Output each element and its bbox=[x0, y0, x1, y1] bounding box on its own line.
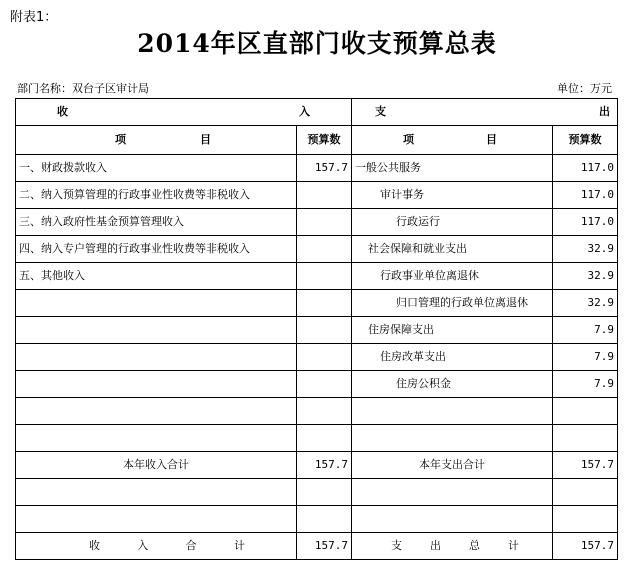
grand-expense-char: 出 bbox=[430, 539, 441, 552]
expense-item: 住房保障支出 bbox=[352, 317, 553, 344]
income-item-header bbox=[16, 126, 297, 155]
expense-value bbox=[553, 425, 618, 452]
year-expense-total-value: 157.7 bbox=[553, 452, 618, 479]
table-row bbox=[16, 209, 618, 236]
income-item: 三、纳入政府性基金预算管理收入 bbox=[16, 209, 297, 236]
expense-item bbox=[352, 398, 553, 425]
expense-value: 117.0 bbox=[553, 209, 618, 236]
income-item bbox=[16, 371, 297, 398]
table-row bbox=[16, 290, 618, 317]
grand-expense-char: 总 bbox=[469, 539, 480, 552]
income-value bbox=[297, 182, 352, 209]
grand-total-row bbox=[16, 533, 618, 560]
income-item bbox=[16, 317, 297, 344]
table-row bbox=[16, 344, 618, 371]
year-total-row bbox=[16, 452, 618, 479]
income-value bbox=[297, 263, 352, 290]
income-value: 157.7 bbox=[297, 155, 352, 182]
expense-item: 审计事务 bbox=[352, 182, 553, 209]
table-row bbox=[16, 263, 618, 290]
expense-item: 行政事业单位离退休 bbox=[352, 263, 553, 290]
empty-cell bbox=[352, 506, 553, 533]
expense-value: 117.0 bbox=[553, 155, 618, 182]
expense-item-header bbox=[352, 126, 553, 155]
income-item bbox=[16, 344, 297, 371]
empty-cell bbox=[297, 479, 352, 506]
income-value bbox=[297, 209, 352, 236]
expense-value bbox=[553, 398, 618, 425]
expense-header-left: 支 bbox=[375, 105, 386, 118]
unit-label: 单位：万元 bbox=[557, 82, 612, 95]
empty-cell bbox=[352, 479, 553, 506]
header-row-section bbox=[16, 99, 618, 126]
table-row bbox=[16, 182, 618, 209]
grand-income-char: 收 bbox=[89, 539, 100, 552]
attachment-label: 附表1： bbox=[10, 10, 58, 25]
income-value bbox=[297, 398, 352, 425]
empty-cell bbox=[553, 479, 618, 506]
grand-income-char: 合 bbox=[185, 539, 197, 552]
income-header-left: 收 bbox=[57, 105, 68, 118]
table-row bbox=[16, 371, 618, 398]
income-value bbox=[297, 344, 352, 371]
income-value bbox=[297, 425, 352, 452]
table-row bbox=[16, 398, 618, 425]
expense-value: 32.9 bbox=[553, 236, 618, 263]
table-row bbox=[16, 236, 618, 263]
grand-expense-char: 支 bbox=[391, 539, 402, 552]
expense-value: 32.9 bbox=[553, 263, 618, 290]
expense-item bbox=[352, 425, 553, 452]
expense-header-right: 出 bbox=[599, 105, 610, 118]
expense-item: 行政运行 bbox=[352, 209, 553, 236]
expense-value: 117.0 bbox=[553, 182, 618, 209]
table-row bbox=[16, 506, 618, 533]
expense-item: 住房公积金 bbox=[352, 371, 553, 398]
income-budget-header: 预算数 bbox=[297, 126, 352, 155]
table-row bbox=[16, 425, 618, 452]
income-item bbox=[16, 290, 297, 317]
empty-cell bbox=[16, 506, 297, 533]
expense-value: 7.9 bbox=[553, 317, 618, 344]
income-value bbox=[297, 236, 352, 263]
income-value bbox=[297, 371, 352, 398]
income-item bbox=[16, 398, 297, 425]
income-item: 一、财政拨款收入 bbox=[16, 155, 297, 182]
year-expense-total-label: 本年支出合计 bbox=[352, 452, 553, 479]
expense-value: 32.9 bbox=[553, 290, 618, 317]
table-row bbox=[16, 317, 618, 344]
grand-income-total-value: 157.7 bbox=[297, 533, 352, 560]
grand-expense-char: 计 bbox=[508, 539, 519, 552]
table-row bbox=[16, 479, 618, 506]
income-section-header bbox=[16, 99, 352, 126]
grand-income-char: 计 bbox=[233, 539, 245, 552]
item-header-right: 目 bbox=[200, 133, 211, 146]
year-income-total-label: 本年收入合计 bbox=[16, 452, 297, 479]
expense-value: 7.9 bbox=[553, 344, 618, 371]
grand-income-total-label bbox=[16, 533, 297, 560]
income-value bbox=[297, 290, 352, 317]
page-title: 2014年区直部门收支预算总表 bbox=[137, 29, 497, 58]
empty-cell bbox=[16, 479, 297, 506]
expense-item: 社会保障和就业支出 bbox=[352, 236, 553, 263]
header-row-columns bbox=[16, 126, 618, 155]
expense-value: 7.9 bbox=[553, 371, 618, 398]
income-item bbox=[16, 425, 297, 452]
item-header-left: 项 bbox=[115, 133, 126, 146]
item2-header-right: 目 bbox=[486, 133, 497, 146]
grand-expense-total-label bbox=[352, 533, 553, 560]
income-item: 四、纳入专户管理的行政事业性收费等非税收入 bbox=[16, 236, 297, 263]
empty-cell bbox=[297, 506, 352, 533]
expense-section-header bbox=[352, 99, 618, 126]
year-income-total-value: 157.7 bbox=[297, 452, 352, 479]
income-value bbox=[297, 317, 352, 344]
expense-item: 住房改革支出 bbox=[352, 344, 553, 371]
income-item: 二、纳入预算管理的行政事业性收费等非税收入 bbox=[16, 182, 297, 209]
expense-item: 一般公共服务 bbox=[352, 155, 553, 182]
grand-income-char: 入 bbox=[137, 539, 149, 552]
department-name: 部门名称：双台子区审计局 bbox=[17, 82, 149, 95]
item2-header-left: 项 bbox=[403, 133, 414, 146]
grand-expense-total-value: 157.7 bbox=[553, 533, 618, 560]
expense-budget-header: 预算数 bbox=[553, 126, 618, 155]
expense-item: 归口管理的行政单位离退休 bbox=[352, 290, 553, 317]
empty-cell bbox=[553, 506, 618, 533]
budget-table bbox=[15, 98, 618, 560]
table-row bbox=[16, 155, 618, 182]
income-item: 五、其他收入 bbox=[16, 263, 297, 290]
income-header-right: 入 bbox=[299, 105, 310, 118]
